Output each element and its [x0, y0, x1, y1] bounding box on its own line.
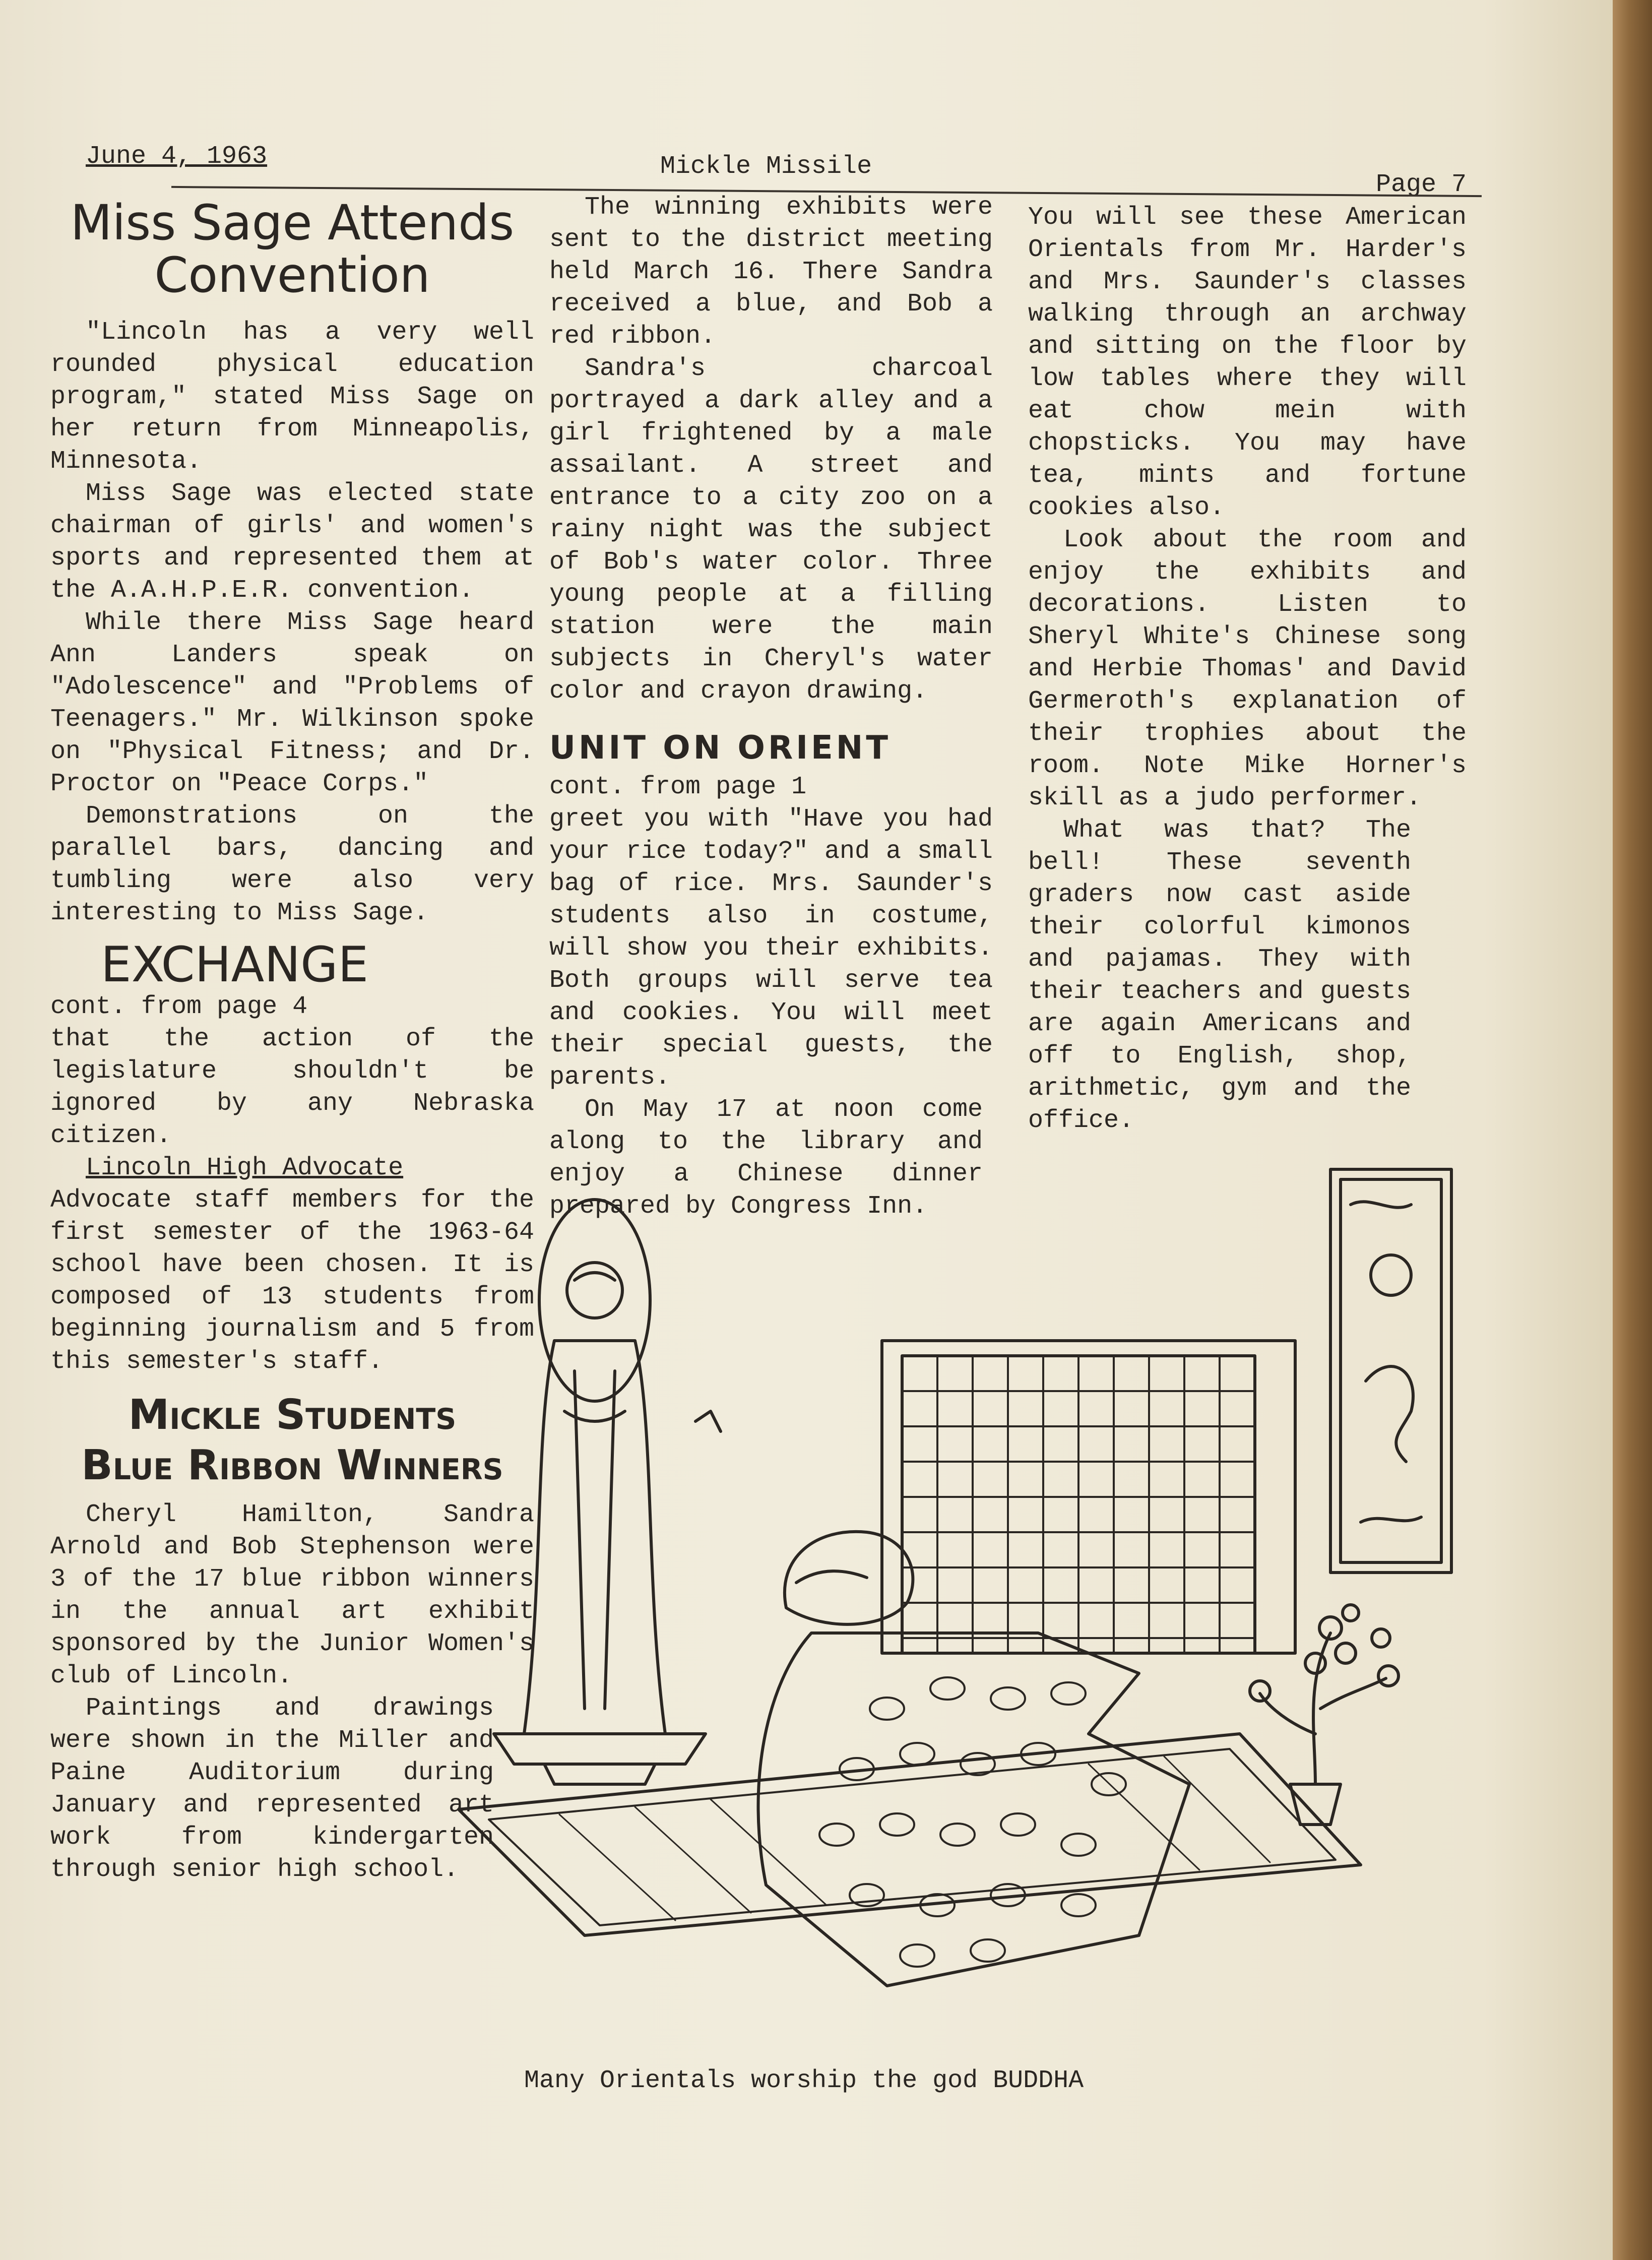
article-paragraph: Cheryl Hamilton, Sandra Arnold and Bob Stephenson were 3 of the 17 blue ribbon winners in the annual art exhibit sponsored by the Junior Women's club of Lincoln. [50, 1500, 534, 1690]
buddha-room-illustration [383, 1129, 1462, 2087]
potted-plant [1250, 1605, 1399, 1825]
page-number: Page 7 [1375, 170, 1467, 199]
article-paragraph: Demonstrations on the parallel bars, dancing and tumbling were also very interesting to Miss Sage. [50, 802, 534, 927]
binding-edge [1613, 0, 1652, 2260]
article-paragraph: The winning exhibits were sent to the district meeting held March 16. There Sandra received a blue, and Bob a red ribbon. [549, 193, 993, 351]
article-paragraph: While there Miss Sage heard Ann Landers speak on "Adolescence" and "Problems of Teenagers." Mr. Wilkinson spoke on "Physical Fitness; and Dr. Proctor on "Peace Corps." [50, 608, 534, 798]
article-paragraph: Advocate staff members for the first semester of the 1963-64 school have been chosen. It is composed of 13 students from beginning journalism and 5 from this semester's staff. [50, 1186, 534, 1376]
headline-unit-on-orient: UNIT ON ORIENT [549, 729, 891, 767]
article-paragraph: Look about the room and enjoy the exhibits and decorations. Listen to Sheryl White's Chinese song and Herbie Thomas' and David Germeroth's explanation of their trophies about the room. Note Mike Horner's skill as a judo performer. [1028, 526, 1467, 812]
headline-mickle-students: Mickle Students [128, 1391, 457, 1439]
hand-mark [695, 1411, 721, 1431]
article-paragraph: On May 17 at noon come along to the library and enjoy a Chinese dinner prepared by Congress Inn. [549, 1095, 983, 1221]
article-paragraph: Sandra's charcoal portrayed a dark alley and a girl frightened by a male assailant. A street and entrance to a city zoo on a rainy night was the subject of Bob's water color. Three young people at a filling station were the main subjects in Cheryl's water color and crayon drawing. [549, 354, 993, 706]
continuation-note: cont. from page 1 [549, 773, 807, 801]
article-paragraph: Miss Sage was elected state chairman of girls' and women's sports and represented them at the A.A.H.P.E.R. convention. [50, 479, 534, 605]
hanging-scroll [1330, 1169, 1451, 1573]
article-paragraph: greet you with "Have you had your rice today?" and a small bag of rice. Mrs. Saunder's students also in costume, will show you their exhibits. Both groups will serve tea and cookies. You will meet their special guests, the parents. [549, 805, 993, 1092]
page-header [81, 142, 1472, 198]
article-paragraph: "Lincoln has a very well rounded physical education program," stated Miss Sage on her return from Minneapolis, Minnesota. [50, 318, 534, 476]
continuation-note: cont. from page 4 [50, 992, 308, 1021]
illustration-caption: Many Orientals worship the god BUDDHA [524, 2066, 1084, 2095]
publication-title: Mickle Missile [660, 152, 872, 181]
headline-blue-ribbon: Blue Ribbon Winners [81, 1441, 503, 1489]
column-3 [1028, 202, 1467, 1137]
buddha-statue [494, 1200, 706, 1784]
article-paragraph: Paintings and drawings were shown in the Miller and Paine Auditorium during January and represented art work from kindergarten through senior high school. [50, 1694, 494, 1884]
column-2 [549, 192, 993, 1223]
headline-exchange: EXCHANGE [101, 936, 369, 993]
lattice-window [882, 1341, 1295, 1653]
subheading-advocate: Lincoln High Advocate [86, 1154, 404, 1182]
headline-miss-sage: Miss Sage Attends Convention [70, 195, 515, 303]
article-paragraph: that the action of the legislature shouldn't be ignored by any Nebraska citizen. [50, 1025, 534, 1150]
article-paragraph: What was that? The bell! These seventh graders now cast aside their colorful kimonos and pajamas. They with their teachers and guests are again Americans and off to English, shop, arithmetic, gym and the office. [1028, 816, 1411, 1135]
article-paragraph: You will see these American Orientals from Mr. Harder's and Mrs. Saunder's classes walking through an archway and sitting on the floor by low tables where they will eat chow mein with chopsticks. You may have tea, mints and fortune cookies also. [1028, 203, 1467, 522]
issue-date: June 4, 1963 [86, 142, 268, 171]
